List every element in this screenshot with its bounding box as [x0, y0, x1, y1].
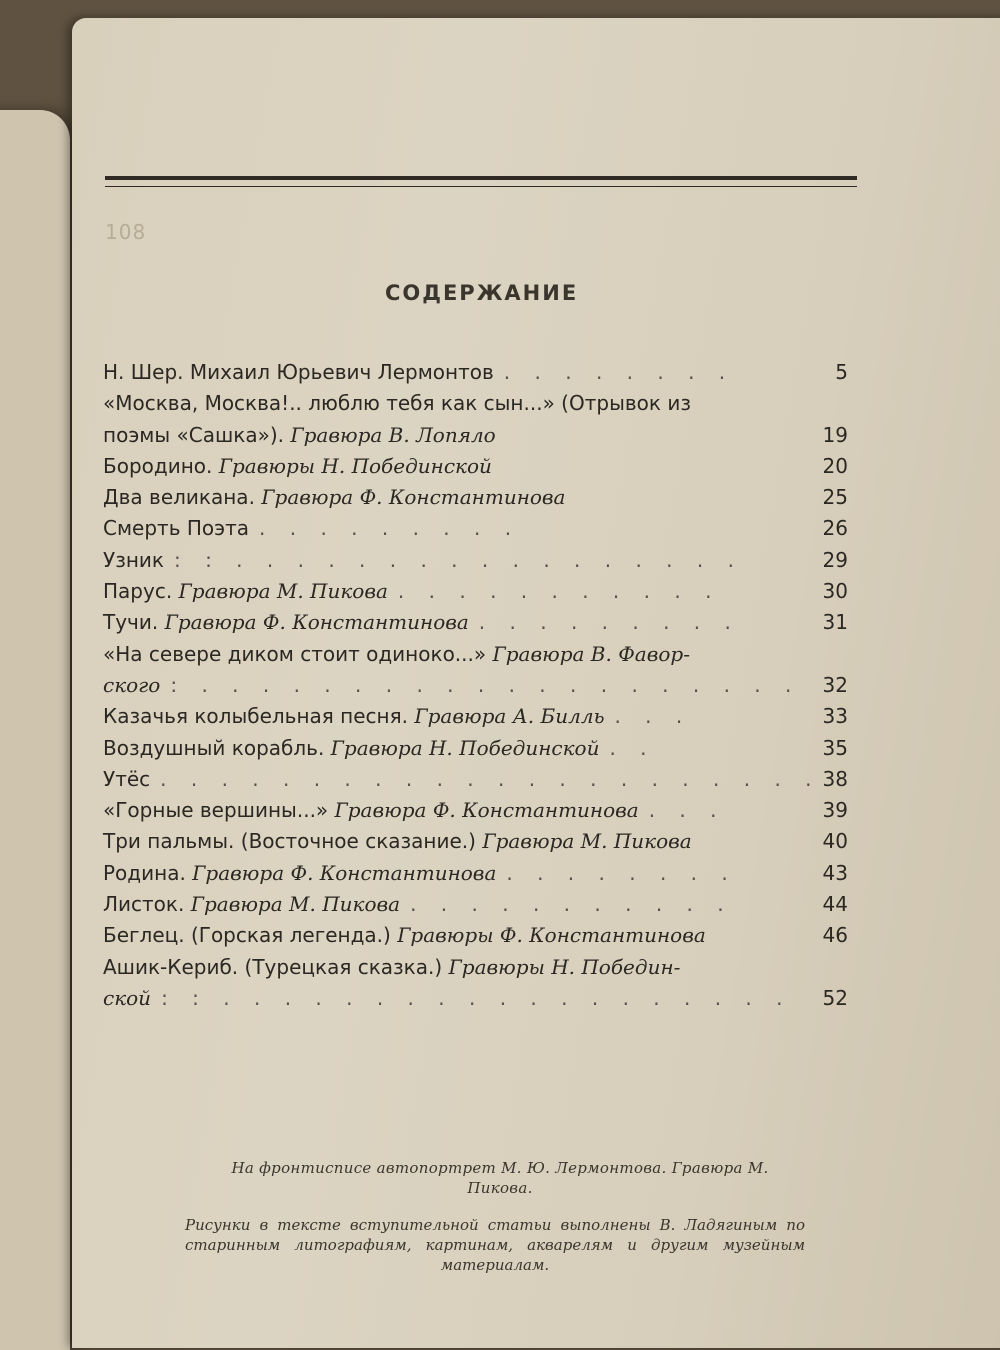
- toc-entry-work: Листок.: [103, 892, 191, 917]
- toc-entry-work: Три пальмы. (Восточное сказание.): [103, 829, 483, 854]
- toc-entry-work: Бородино.: [103, 453, 219, 478]
- toc-entry-title: [103, 764, 150, 795]
- toc-entry: [103, 764, 848, 795]
- toc-entry-leader-dots: . . . . . . . . . . .: [397, 579, 721, 604]
- toc-entry-work: Тучи.: [103, 610, 165, 635]
- toc-entry-engraver: Гравюра М. Пикова: [178, 579, 388, 604]
- toc-title: СОДЕРЖАНИЕ: [385, 281, 579, 305]
- toc-entry: [103, 889, 848, 920]
- toc-entry-page-number: 40: [822, 829, 848, 854]
- toc-entry: [103, 670, 848, 701]
- toc-entry-engraver: Гравюра В. Фавор-: [492, 641, 690, 666]
- toc-entry-work: Беглец. (Горская легенда.): [103, 923, 398, 948]
- toc-entry-page-number: 5: [835, 360, 848, 384]
- toc-entry-page-number: 52: [822, 985, 848, 1010]
- left-page-edge: [0, 110, 70, 1350]
- toc-entry-page-number: 25: [822, 485, 848, 510]
- toc-entry-title: [103, 357, 494, 388]
- toc-entry-title: [103, 983, 151, 1014]
- frontispiece-note: На фронтисписе автопортрет М. Ю. Лермонтова. Гравюра М. Пикова.: [231, 1159, 769, 1197]
- toc-entry: [103, 576, 848, 607]
- toc-entry-work: Утёс: [103, 766, 151, 791]
- toc-entry: [103, 513, 848, 544]
- toc-entry-page-number: 29: [822, 547, 848, 572]
- toc-entry-leader-dots: . .: [609, 735, 656, 760]
- toc-entry-title: [103, 639, 690, 670]
- toc-entry-work: поэмы «Сашка»).: [103, 422, 291, 447]
- toc-entry-page-number: 31: [822, 610, 848, 635]
- toc-entry-leader-dots: . . . . . . . . . . .: [410, 892, 733, 917]
- toc-entry-work: Н. Шер. Михаил Юрьевич Лермонтов: [103, 360, 494, 384]
- toc-entry-title: [103, 795, 639, 826]
- toc-entry-work: Ашик-Кериб. (Турецкая сказка.): [103, 954, 449, 979]
- illustrations-note: Рисунки в тексте вступительной статьи выполнены В. Ладягиным по старинным литографиям, картинам, акварелям и другим музейным материалам.: [185, 1216, 805, 1274]
- toc-entry-work: Парус.: [103, 579, 179, 604]
- toc-entry: [103, 545, 848, 576]
- toc-entry-title: [103, 545, 164, 576]
- toc-entry-page-number: 30: [822, 579, 848, 604]
- toc-entry-leader-dots: : . . . . . . . . . . . . . . . . . . . .: [170, 672, 801, 697]
- toc-entry-engraver: Гравюры Ф. Константинова: [397, 923, 706, 948]
- toc-entry: [103, 451, 848, 482]
- toc-entry-engraver: Гравюры Н. Победин-: [448, 954, 681, 979]
- toc-entry-leader-dots: . . .: [648, 798, 726, 823]
- toc-entry-work: Казачья колыбельная песня.: [103, 704, 415, 729]
- table-of-contents: [103, 357, 848, 1014]
- toc-entry-engraver: Гравюра А. Билль: [414, 704, 605, 729]
- toc-entry: [103, 388, 848, 419]
- toc-entry-engraver: Гравюра Н. Побединской: [330, 735, 600, 760]
- toc-entry-title: [103, 420, 496, 451]
- toc-entry-work: Узник: [103, 547, 164, 572]
- toc-entry-leader-dots: . . . . . . . . . . . . . . . . . . . . . .: [160, 766, 821, 791]
- toc-entry-engraver: ского: [103, 672, 161, 697]
- toc-entry-title: [103, 670, 160, 701]
- toc-entry: [103, 607, 848, 638]
- toc-entry-title: [103, 607, 469, 638]
- toc-entry-engraver: Гравюра Ф. Константинова: [192, 860, 497, 885]
- toc-entry-page-number: 26: [822, 516, 848, 541]
- header-rule-thick: [105, 176, 857, 180]
- toc-entry-engraver: Гравюра Ф. Константинова: [334, 798, 639, 823]
- toc-entry-work: Два великана.: [103, 485, 262, 510]
- page-number: 108: [105, 220, 147, 244]
- toc-entry-title: [103, 388, 691, 419]
- toc-entry: [103, 357, 848, 388]
- toc-entry-title: [103, 451, 492, 482]
- toc-entry-title: [103, 826, 692, 857]
- toc-entry-page-number: 20: [822, 453, 848, 478]
- toc-entry-leader-dots: . . . . . . . . .: [259, 516, 521, 541]
- toc-entry-leader-dots: . . . . . . . . .: [478, 610, 740, 635]
- toc-entry: [103, 482, 848, 513]
- toc-entry: [103, 639, 848, 670]
- toc-entry-page-number: 32: [822, 672, 848, 697]
- toc-entry-title: [103, 920, 706, 951]
- toc-entry: [103, 420, 848, 451]
- toc-entry-page-number: 38: [822, 766, 848, 791]
- toc-entry-page-number: 39: [822, 798, 848, 823]
- toc-entry-engraver: ской: [103, 985, 152, 1010]
- toc-entry-work: Смерть Поэта: [103, 516, 250, 541]
- toc-entry-work: Родина.: [103, 860, 193, 885]
- toc-entry-title: [103, 482, 565, 513]
- toc-entry-title: [103, 701, 604, 732]
- toc-entry-title: [103, 889, 400, 920]
- toc-entry-page-number: 43: [822, 860, 848, 885]
- toc-entry: [103, 701, 848, 732]
- toc-entry: [103, 920, 848, 951]
- toc-entry-engraver: Гравюра В. Лопяло: [290, 422, 496, 447]
- toc-entry-page-number: 46: [822, 923, 848, 948]
- toc-entry-engraver: Гравюры Н. Побединской: [218, 453, 492, 478]
- toc-entry-title: [103, 576, 388, 607]
- toc-entry-title: [103, 858, 496, 889]
- toc-entry-engraver: Гравюра М. Пикова: [482, 829, 692, 854]
- toc-entry: [103, 983, 848, 1014]
- toc-entry-page-number: 19: [822, 422, 848, 447]
- toc-entry-engraver: Гравюра Ф. Константинова: [261, 485, 566, 510]
- toc-entry-title: [103, 733, 599, 764]
- toc-entry-leader-dots: : : . . . . . . . . . . . . . . . . . . .: [161, 985, 792, 1010]
- toc-entry-leader-dots: : : . . . . . . . . . . . . . . . . .: [173, 547, 743, 572]
- toc-entry: [103, 733, 848, 764]
- toc-entry-title: [103, 513, 249, 544]
- toc-entry-leader-dots: . . . . . . . .: [503, 360, 735, 384]
- header-rule-thin: [105, 186, 857, 187]
- toc-entry: [103, 858, 848, 889]
- toc-entry-work: «Москва, Москва!.. люблю тебя как сын...» (Отрывок из: [103, 391, 691, 416]
- toc-entry: [103, 826, 848, 857]
- toc-entry-work: Воздушный корабль.: [103, 735, 331, 760]
- toc-entry: [103, 952, 848, 983]
- toc-entry-title: [103, 952, 680, 983]
- toc-entry-engraver: Гравюра Ф. Константинова: [164, 610, 469, 635]
- toc-entry-engraver: Гравюра М. Пикова: [190, 892, 401, 917]
- toc-entry-page-number: 33: [822, 704, 848, 729]
- toc-entry-leader-dots: . . .: [614, 704, 692, 729]
- toc-entry-page-number: 35: [822, 735, 848, 760]
- toc-entry-work: «На севере диком стоит одиноко...»: [103, 641, 493, 666]
- toc-entry-page-number: 44: [822, 892, 848, 917]
- toc-entry-leader-dots: . . . . . . . .: [506, 860, 737, 885]
- toc-entry-work: «Горные вершины...»: [103, 798, 335, 823]
- toc-entry: [103, 795, 848, 826]
